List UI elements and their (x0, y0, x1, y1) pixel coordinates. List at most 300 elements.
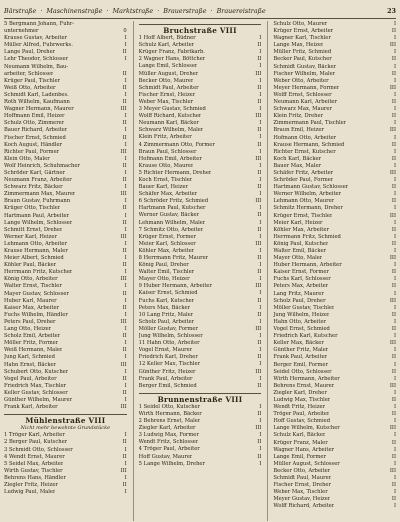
entry-name: Mayer Gustav, Schlosser (4, 290, 69, 297)
entry-row (273, 397, 396, 404)
entry-floor: III (120, 318, 127, 325)
entry-floor: III (120, 148, 127, 155)
entry-row (4, 234, 127, 241)
entry-floor: I (124, 155, 127, 162)
entry-name: 5 Bergmann Johann, Fuhr- (4, 21, 75, 27)
entry-row (139, 92, 262, 99)
header-street-name: Brauereistraße (216, 7, 266, 15)
header-street-name: Brauerstraße (163, 7, 207, 15)
entry-row (273, 177, 396, 184)
entry-floor: I (124, 354, 127, 361)
entry-floor: I (124, 446, 127, 453)
entry-name: Braun Paul, Schlosser (138, 148, 197, 155)
entry-row (139, 106, 262, 113)
entry-name: Hahn Ernst, Bäcker (4, 361, 57, 368)
entry-floor: II (257, 184, 262, 191)
entry-row (139, 191, 262, 198)
entry-name: Lehmann Otto, Arbeiter (4, 240, 67, 247)
entry-row (273, 255, 396, 262)
entry-floor: I (393, 489, 397, 496)
entry-row (4, 227, 127, 234)
entry-name: Müller Fritz, Schmied (273, 49, 332, 56)
entry-name: Frank Paul, Arbeiter (273, 354, 328, 361)
entry-row (139, 227, 262, 234)
entry-row (139, 361, 262, 368)
entry-row (4, 205, 127, 212)
entry-floor: I (393, 418, 397, 425)
entry-floor: III (389, 212, 397, 219)
entry-row (4, 262, 127, 269)
entry-floor: I (259, 290, 262, 297)
entry-floor: II (391, 28, 397, 35)
entry-row (4, 340, 127, 347)
entry-row (4, 127, 127, 134)
entry-name: Richter Ernst, Kutscher (273, 148, 336, 155)
entry-row (273, 156, 396, 163)
entry-name: Peters Paul, Dreher (4, 318, 56, 325)
entry-name: Lang Fritz, Maurer (273, 290, 324, 297)
entry-floor: I (124, 368, 127, 375)
entry-floor: II (391, 141, 397, 148)
entry-row (139, 425, 262, 432)
entry-name: Wendt Fritz, Schlosser (138, 439, 199, 446)
entry-floor: I (393, 475, 397, 481)
entry-row (139, 418, 262, 425)
entry-row (273, 383, 396, 390)
entry-name: Mayer Otto, Heizer (138, 276, 190, 283)
entry-name: Möller Gustav, Tischler (273, 304, 335, 311)
entry-floor: II (257, 269, 262, 276)
entry-name: Schulz Karl, Arbeiter (138, 42, 195, 49)
entry-name: 3 Schmidt Otto, Schlosser (4, 446, 73, 453)
entry-name: Ziegler Karl, Arbeiter (138, 425, 196, 432)
entry-name: 9 Huber Hermann, Arbeiter (138, 283, 212, 290)
entry-floor: I (259, 247, 262, 254)
entry-row (139, 134, 262, 141)
entry-name: 7 Schmitz Otto, Arbeiter (138, 226, 204, 233)
entry-row (4, 312, 127, 319)
entry-name: Richter Paul, Former (4, 148, 60, 155)
entry-name: König Otto, Arbeiter (4, 276, 58, 283)
entry-row (139, 404, 262, 411)
entry-row (273, 85, 396, 92)
entry-name: Bauer Richard, Arbeiter (4, 127, 68, 134)
entry-row (273, 369, 396, 376)
entry-name: Müller August, Dreher (138, 70, 199, 77)
entry-floor: I (124, 326, 127, 333)
entry-row (139, 276, 262, 283)
entry-floor: II (391, 70, 397, 77)
entry-floor: III (389, 127, 397, 134)
entry-floor: II (122, 333, 127, 340)
entry-name: Peters Max, Bäcker (138, 304, 191, 311)
entry-floor: II (391, 269, 397, 276)
entry-name: Becker Otto, Arbeiter (273, 467, 331, 474)
entry-name: Lehr Theodor, Schlosser (4, 56, 69, 63)
entry-floor: II (122, 162, 127, 169)
entry-row (139, 305, 262, 312)
entry-name: Kaiser Max, Arbeiter (4, 304, 60, 311)
entry-name: Herrmann Fritz, Kutscher (4, 269, 73, 276)
entry-row (273, 376, 396, 383)
entry-name: Herrmann Fritz, Schmied (273, 233, 341, 240)
entry-row (139, 262, 262, 269)
entry-name: Jung Karl, Schmied (4, 354, 55, 361)
entry-name: Peters Max, Arbeiter (273, 283, 329, 290)
entry-floor: I (124, 184, 127, 191)
entry-floor: I (124, 396, 127, 403)
entry-name: Schmidt Gustav, Bäcker (273, 63, 337, 70)
entry-floor: I (393, 49, 397, 56)
entry-floor: III (120, 404, 127, 411)
entry-name: Werner Gustav, Bäcker (138, 212, 200, 219)
entry-row (139, 234, 262, 241)
entry-name: Behrens Ernst, Maurer (273, 382, 335, 389)
columns (4, 21, 396, 521)
entry-floor: III (120, 106, 127, 113)
entry-name: Meier Karl, Schlosser (138, 240, 196, 247)
entry-name: Köhler Max, Arbeiter (273, 226, 329, 233)
entry-row (139, 113, 262, 120)
entry-name: Neumann Karl, Bäcker (138, 120, 199, 127)
entry-floor: I (259, 191, 262, 198)
entry-floor: II (122, 205, 127, 212)
entry-floor: I (259, 35, 262, 42)
entry-name: Wirth Gustav, Tischler (4, 467, 63, 474)
entry-floor: I (393, 205, 397, 212)
entry-row (273, 42, 396, 49)
entry-row (4, 305, 127, 312)
entry-name: Weber Otto, Arbeiter (273, 77, 329, 84)
entry-floor: I (393, 276, 397, 283)
entry-floor: III (255, 155, 262, 162)
entry-floor: I (393, 304, 397, 311)
entry-floor: I (259, 446, 262, 453)
entry-name: 2 Wagner Hans, Böttcher (138, 56, 206, 63)
entry-row (273, 106, 396, 113)
entry-name: Scholz Paul, Dreher (273, 297, 326, 304)
entry-name: Köhler Paul, Bäcker (4, 262, 57, 269)
entry-row (273, 227, 396, 234)
entry-row (273, 454, 396, 461)
entry-name: Becker Otto, Maurer (138, 77, 194, 84)
entry-name: Fuchs Wilhelm, Händler (4, 311, 68, 318)
entry-floor: II (257, 84, 262, 91)
entry-name: Krause Hermann, Maler (4, 248, 68, 254)
entry-row (4, 276, 127, 283)
entry-floor: II (391, 311, 397, 318)
entry-name: Fuchs Karl, Kutscher (138, 297, 195, 304)
entry-floor: II (257, 226, 262, 233)
entry-name: Wagner Karl, Tischler (273, 35, 331, 42)
entry-row (139, 369, 262, 376)
entry-row (273, 404, 396, 411)
entry-floor: I (393, 432, 397, 439)
header-separator: · (106, 7, 109, 15)
entry-floor: II (257, 439, 262, 446)
entry-floor: III (120, 233, 127, 240)
entry-name: Schmidt Karl, Ladenbes. (4, 91, 69, 98)
entry-name: Ludwig Paul, Maler (4, 489, 56, 496)
entry-name: Scholz Emil, Arbeiter (4, 333, 61, 340)
entry-name: 5 Seidel Max, Arbeiter (4, 460, 64, 467)
entry-name: Seidel Otto, Schlosser (273, 368, 332, 375)
entry-row (4, 198, 127, 205)
entry-floor: I (259, 176, 262, 183)
entry-row (4, 149, 127, 156)
entry-row (139, 220, 262, 227)
entry-floor: II (122, 389, 127, 396)
entry-row (139, 198, 262, 205)
entry-floor: I (393, 148, 397, 155)
entry-floor: I (124, 226, 127, 233)
entry-floor: I (124, 56, 127, 63)
entry-name: Schulz Otto, Maurer (273, 21, 328, 27)
entry-name: König Paul, Dreher (138, 262, 189, 269)
entry-name: Huber Karl, Maurer (4, 297, 57, 304)
entry-name: Vogel Ernst, Maurer (138, 347, 193, 354)
entry-floor: II (257, 382, 262, 389)
entry-floor: I (259, 304, 262, 311)
entry-row (273, 92, 396, 99)
entry-floor: II (122, 290, 127, 297)
entry-row (273, 163, 396, 170)
entry-name: Ludwig Max, Tischler (273, 396, 331, 403)
entry-floor: I (259, 403, 262, 410)
entry-floor: II (122, 304, 127, 311)
entry-floor: II (257, 255, 262, 261)
entry-floor: II (391, 354, 397, 361)
entry-row (139, 49, 262, 56)
entry-name: Fischer Ernst, Dreher (273, 482, 331, 489)
entry-row (139, 35, 262, 42)
entry-name: Walter Emil, Tischler (138, 269, 195, 276)
entry-row (273, 475, 396, 482)
entry-floor: II (391, 368, 397, 375)
entry-name: Meyer Gustav, Heizer (273, 496, 331, 503)
entry-row (4, 475, 127, 482)
entry-floor: I (124, 198, 127, 205)
column-3 (267, 21, 396, 521)
entry-floor: I (259, 205, 262, 212)
entry-row (4, 390, 127, 397)
entry-floor: I (393, 35, 397, 42)
entry-name: Wolff Richard, Kutscher (138, 113, 202, 120)
entry-row (139, 319, 262, 326)
entry-name: Hartmann Gustav, Schlosser (273, 184, 349, 191)
entry-name: Lehmann Wilhelm, Maler (138, 219, 206, 226)
entry-name: Meyer Hermann, Former (273, 84, 340, 91)
entry-floor: I (124, 432, 127, 439)
entry-row (139, 269, 262, 276)
entry-row (273, 425, 396, 432)
entry-name: Schwarz Max, Maurer (273, 106, 332, 113)
entry-name: Braun Emil, Heizer (273, 127, 324, 134)
entry-name: Schwarz Wilhelm, Maler (138, 127, 204, 134)
entry-name: Schubert Otto, Kutscher (4, 368, 69, 375)
entry-floor: III (255, 70, 262, 77)
entry-row (4, 78, 127, 85)
entry-row (139, 241, 262, 248)
entry-name: Schäfer Fritz, Arbeiter (273, 169, 334, 176)
entry-name: 5 Richter Hermann, Dreher (138, 169, 212, 176)
entry-name: Wolf Heinrich, Schuhmacher (4, 162, 80, 169)
entry-name: Günther Fritz, Maler (273, 347, 329, 354)
entry-floor: I (259, 333, 262, 340)
entry-floor: III (389, 169, 397, 176)
entry-name: Huber Hermann, Arbeiter (273, 262, 342, 269)
entry-name: 11 Hahn Otto, Arbeiter (138, 340, 200, 347)
entry-row (4, 106, 127, 113)
entry-name: Krüger Franz, Maler (273, 439, 328, 446)
entry-row (4, 42, 127, 49)
entry-row (273, 305, 396, 312)
entry-row (273, 333, 396, 340)
entry-row (273, 120, 396, 127)
entry-row (4, 397, 127, 404)
entry-row (273, 291, 396, 298)
entry-name: 1 Hoff Albert, Büdner (138, 35, 196, 42)
entry-name: Kaiser Ernst, Schmied (138, 290, 198, 297)
entry-name: Walter Ernst, Tischler (4, 283, 62, 290)
entry-floor: II (391, 184, 397, 191)
entry-row (4, 369, 127, 376)
entry-floor: II (122, 49, 127, 56)
entry-name: Becker Paul, Kutscher (273, 56, 332, 63)
entry-floor: III (389, 382, 397, 389)
entry-name: Schulz Otto, Zimmerer (4, 120, 65, 127)
entry-row (4, 177, 127, 184)
entry-floor: I (124, 255, 127, 262)
entry-row (273, 35, 396, 42)
entry-floor: II (257, 42, 262, 49)
entry-row (4, 347, 127, 354)
entry-name: Lange Emil, Schlosser (138, 63, 198, 70)
entry-floor: II (122, 248, 127, 254)
entry-row (139, 184, 262, 191)
entry-row (4, 113, 127, 120)
entry-floor: II (257, 410, 262, 417)
section-title: Brunnenstraße VIII (139, 393, 262, 403)
entry-floor: III (389, 467, 397, 474)
entry-name: 2 Berger Paul, Kutscher (4, 439, 68, 446)
entry-floor: I (124, 77, 127, 84)
entry-name: Meier Albert, Schmied (4, 255, 64, 262)
entry-row (139, 63, 262, 70)
header-separator: · (210, 7, 213, 15)
entry-name: Meier Karl, Heizer (273, 219, 323, 226)
entry-row (273, 269, 396, 276)
column-2 (133, 21, 262, 521)
entry-floor: I (393, 290, 397, 297)
entry-row (4, 56, 127, 63)
entry-name: Lehmann Otto, Maurer (273, 198, 335, 205)
entry-floor: I (393, 91, 397, 98)
entry-name: 5 Lange Wilhelm, Dreher (138, 460, 205, 467)
entry-floor: I (393, 333, 397, 340)
entry-floor: I (259, 233, 262, 240)
entry-row (273, 56, 396, 63)
entry-floor: II (122, 120, 127, 127)
entry-name: 4 Wendt Ernst, Maurer (4, 453, 65, 460)
entry-floor: II (122, 375, 127, 382)
entry-floor: I (259, 262, 262, 269)
entry-floor: I (259, 318, 262, 325)
entry-name: Krüger Franz, Fabrikarb. (138, 49, 205, 56)
entry-name: König Paul, Kutscher (273, 240, 329, 247)
entry-row (139, 298, 262, 305)
entry-name: Lange Emil, Former (273, 453, 326, 460)
entry-floor: III (389, 84, 397, 91)
entry-floor: I (259, 276, 262, 283)
entry-row (4, 213, 127, 220)
entry-name: Friedrich Karl, Kutscher (273, 333, 338, 340)
section-subtitle: Nicht mehr bewohnte Grundstücke (20, 425, 111, 432)
entry-name: Weber Max, Tischler (138, 98, 194, 105)
entry-name: Schmitz Hermann, Dreher (273, 205, 343, 212)
entry-name: Klein Fritz, Dreher (273, 113, 324, 120)
entry-name: Koch August, Händler (4, 141, 63, 148)
entry-name: Möller Gustav, Former (138, 325, 198, 332)
header-street-name: Marktstraße (112, 7, 154, 15)
entry-row (4, 298, 127, 305)
entry-floor: I (259, 49, 262, 56)
entry-row (273, 347, 396, 354)
entry-row (273, 28, 396, 35)
entry-row (273, 49, 396, 56)
entry-floor: I (393, 262, 397, 269)
entry-name: Klein Fritz, Arbeiter (138, 134, 192, 141)
entry-row (139, 326, 262, 333)
entry-name: Koch Ernst, Tischler (138, 176, 193, 183)
entry-row (4, 92, 127, 99)
entry-row (273, 78, 396, 85)
entry-floor: I (393, 77, 397, 84)
entry-floor: I (393, 134, 397, 141)
entry-name: Wagner Hermann, Maurer (4, 106, 74, 113)
entry-name: Köhler Max, Arbeiter (138, 247, 195, 254)
entry-floor: II (122, 134, 127, 141)
entry-floor: I (259, 432, 262, 439)
entry-name: Hoffmann Emil, Heizer (4, 113, 65, 120)
entry-name: Wolff Ernst, Schlosser (273, 91, 332, 98)
entry-floor: I (124, 460, 127, 467)
entry-row (139, 248, 262, 255)
entry-row (139, 42, 262, 49)
entry-row (4, 269, 127, 276)
entry-name: Klein Otto, Maler (4, 155, 50, 162)
entry-row (273, 184, 396, 191)
entry-row (273, 248, 396, 255)
entry-row (139, 156, 262, 163)
entry-row (273, 390, 396, 397)
entry-row (4, 291, 127, 298)
entry-floor (124, 64, 127, 71)
entry-floor: I (124, 91, 127, 98)
entry-name: 12 Keller Max, Tischler (138, 361, 201, 368)
entry-name: 8 Herrmann Fritz, Maurer (138, 255, 209, 261)
entry-name: Lange Wilhelm, Kutscher (273, 425, 340, 432)
entry-floor: II (257, 311, 262, 318)
entry-name: 10 Lang Fritz, Maler (138, 311, 194, 318)
entry-floor: II (391, 113, 397, 120)
entry-row (139, 99, 262, 106)
page-number: 23 (387, 7, 396, 15)
entry-name: Scholz Paul, Arbeiter (138, 318, 195, 325)
entry-row (4, 489, 127, 496)
entry-row (4, 142, 127, 149)
entry-floor: I (124, 169, 127, 176)
